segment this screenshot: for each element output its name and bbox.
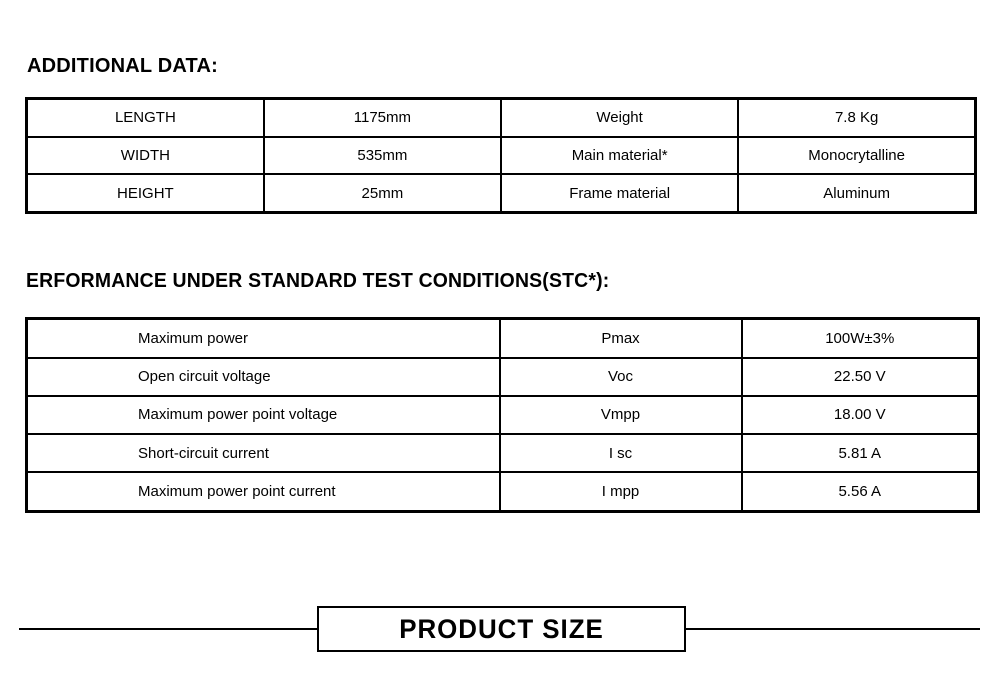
value-cell: 18.00 V	[742, 396, 979, 434]
parameter-cell: Open circuit voltage	[27, 358, 500, 396]
table-row	[27, 434, 979, 472]
value-cell: 5.56 A	[742, 472, 979, 511]
spec-label-cell: LENGTH	[27, 99, 264, 137]
spec-label-cell: Weight	[501, 99, 738, 137]
table-row	[27, 396, 979, 434]
additional-data-heading: ADDITIONAL DATA:	[27, 55, 218, 77]
spec-value-cell: 7.8 Kg	[738, 99, 975, 137]
table-row	[27, 358, 979, 396]
symbol-cell: I sc	[500, 434, 742, 472]
additional-data-table	[25, 97, 977, 214]
spec-label-cell: Frame material	[501, 174, 738, 212]
spec-value-cell: 535mm	[264, 137, 501, 174]
product-size-banner	[317, 606, 686, 652]
value-cell: 100W±3%	[742, 319, 979, 358]
performance-heading: ERFORMANCE UNDER STANDARD TEST CONDITIONS(STC*):	[26, 270, 610, 292]
spec-label-cell: Main material*	[501, 137, 738, 174]
parameter-cell: Maximum power	[27, 319, 500, 358]
spec-label-cell: WIDTH	[27, 137, 264, 174]
value-cell: 5.81 A	[742, 434, 979, 472]
parameter-cell: Maximum power point current	[27, 472, 500, 511]
table-row	[27, 174, 976, 212]
symbol-cell: Voc	[500, 358, 742, 396]
spec-value-cell: Monocrytalline	[738, 137, 975, 174]
spec-value-cell: 25mm	[264, 174, 501, 212]
symbol-cell: Pmax	[500, 319, 742, 358]
parameter-cell: Maximum power point voltage	[27, 396, 500, 434]
spec-value-cell: Aluminum	[738, 174, 975, 212]
spec-label-cell: HEIGHT	[27, 174, 264, 212]
table-row	[27, 319, 979, 358]
symbol-cell: Vmpp	[500, 396, 742, 434]
performance-table	[25, 317, 980, 513]
table-row	[27, 99, 976, 137]
table-row	[27, 472, 979, 511]
value-cell: 22.50 V	[742, 358, 979, 396]
symbol-cell: I mpp	[500, 472, 742, 511]
product-size-label: PRODUCT SIZE	[399, 613, 604, 644]
parameter-cell: Short-circuit current	[27, 434, 500, 472]
spec-value-cell: 1175mm	[264, 99, 501, 137]
table-row	[27, 137, 976, 174]
